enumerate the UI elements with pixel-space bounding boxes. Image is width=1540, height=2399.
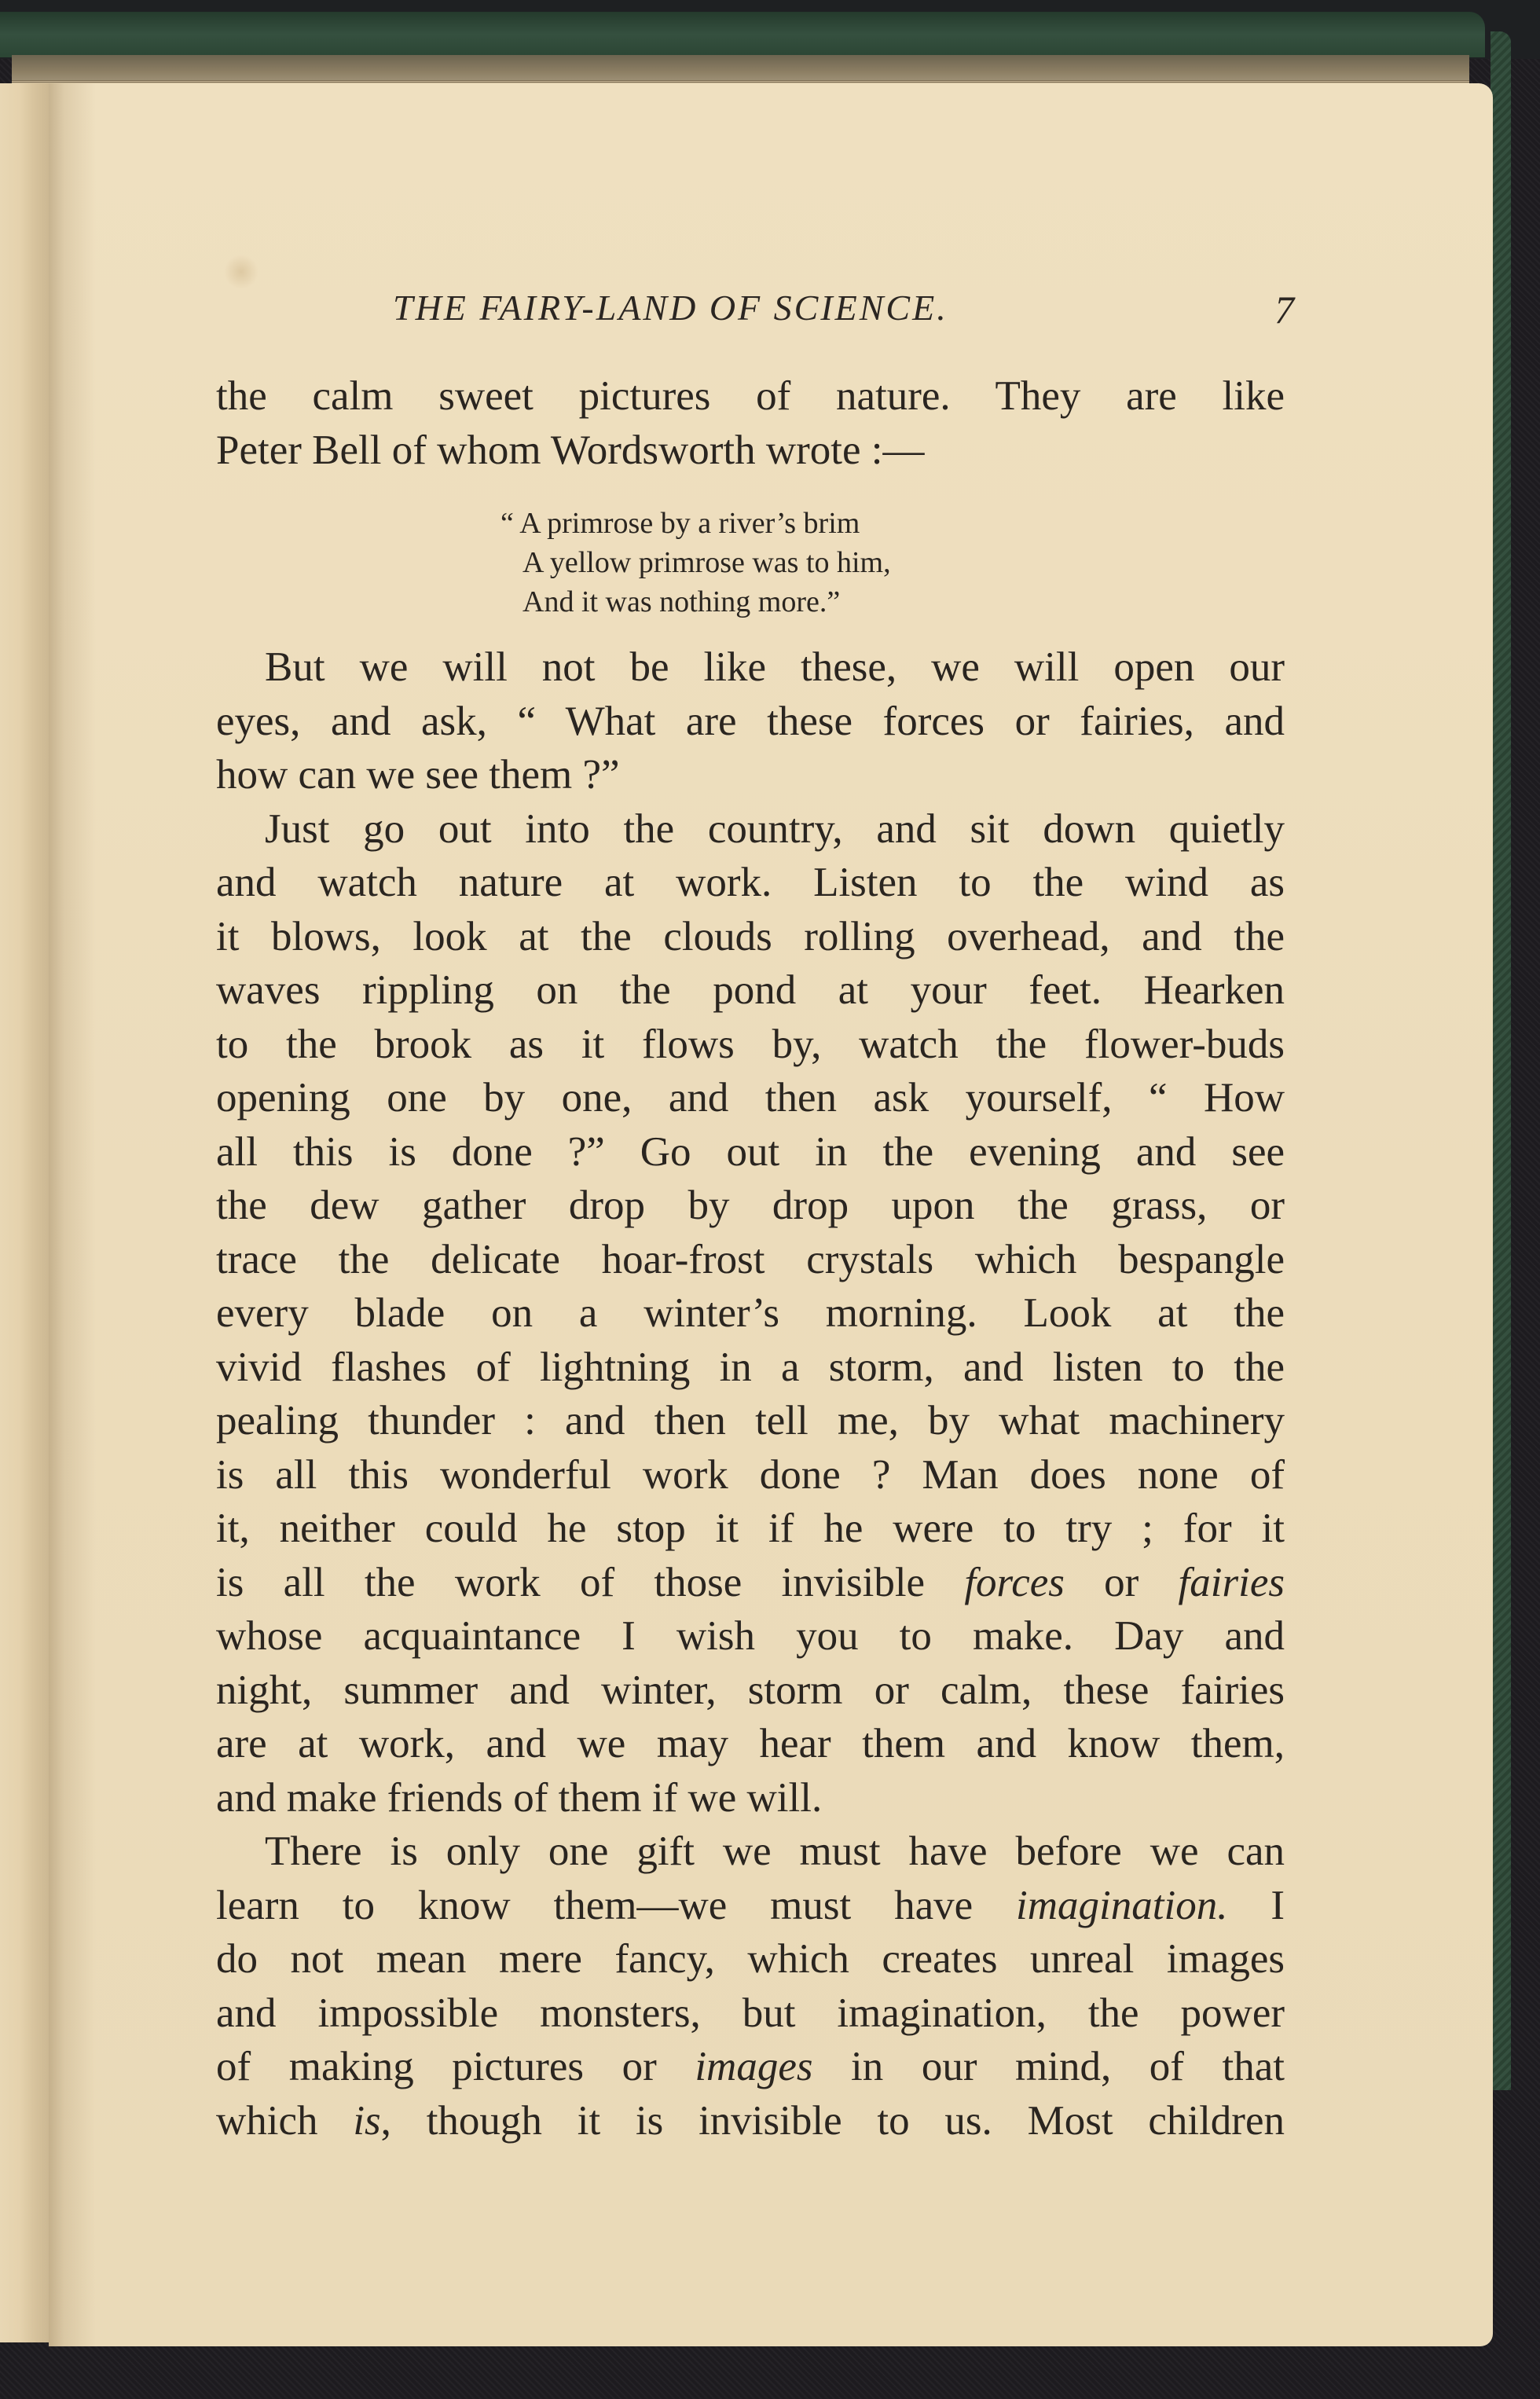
text-run: , though it is invisible to us. Most children: [380, 2097, 1285, 2144]
book-cover-green-edge-top: [0, 12, 1485, 57]
text-line: the calm sweet pictures of nature. They are like: [216, 373, 1285, 419]
poem-line: “ A primrose by a river’s brim: [500, 507, 860, 540]
text-run: in our mind, of that: [812, 2044, 1285, 2089]
text-line: are at work, and we may hear them and know them,: [216, 1721, 1285, 1766]
italic-term: fairies: [1178, 1559, 1285, 1605]
running-head-title: THE FAIRY-LAND OF SCIENCE.: [393, 288, 948, 328]
text-line: it blows, look at the clouds rolling overhead, and the: [216, 913, 1285, 959]
text-line: every blade on a winter’s morning. Look at the: [216, 1290, 1285, 1336]
text-line: to the brook as it flows by, watch the flower-buds: [216, 1021, 1285, 1067]
text-line: vivid flashes of lightning in a storm, and listen to the: [216, 1344, 1285, 1390]
text-line: pealing thunder : and then tell me, by what machinery: [216, 1398, 1285, 1443]
page-number: 7: [1274, 288, 1296, 332]
text-line: [216, 1556, 1285, 1610]
text-line: Just go out into the country, and sit down quietly: [265, 805, 1285, 852]
text-line: it, neither could he stop it if he were to try ; for it: [216, 1506, 1285, 1551]
text-line: night, summer and winter, storm or calm, these fairies: [216, 1667, 1285, 1713]
text-line: and watch nature at work. Listen to the wind as: [216, 860, 1285, 905]
text-line: There is only one gift we must have before we can: [265, 1829, 1285, 1874]
text-line: [216, 2040, 1285, 2094]
text-run: of making pictures or: [216, 2044, 695, 2089]
page-body: [216, 369, 1285, 2148]
text-line: whose acquaintance I wish you to make. Day and: [216, 1613, 1285, 1659]
text-run: or: [1064, 1559, 1179, 1605]
text-line: But we will not be like these, we will open our: [265, 644, 1285, 690]
text-line: trace the delicate hoar-frost crystals which bespangle: [216, 1236, 1285, 1282]
text-line: all this is done ?” Go out in the evening and see: [216, 1128, 1285, 1175]
book-cover-green-edge-right: [1490, 31, 1511, 2090]
page-block-edge: [12, 55, 1469, 83]
text-line: and impossible monsters, but imagination, the power: [216, 1990, 1285, 2036]
text-line: opening one by one, and then ask yourself, “ How: [216, 1075, 1285, 1121]
text-line: is all this wonderful work done ? Man does none of: [216, 1451, 1285, 1498]
text-line: do not mean mere fancy, which creates unreal images: [216, 1936, 1285, 1982]
text-run: which: [216, 2097, 354, 2144]
text-run: learn to know them—we must have: [216, 1882, 1017, 1928]
italic-term: forces: [964, 1559, 1065, 1605]
italic-term: is: [353, 2097, 381, 2144]
text-line: waves rippling on the pond at your feet. Hearken: [216, 967, 1285, 1013]
poem-line: A yellow primrose was to him,: [522, 546, 891, 579]
text-line: [216, 1879, 1285, 1933]
text-line: the dew gather drop by drop upon the grass, or: [216, 1183, 1285, 1228]
text-run: I: [1227, 1882, 1285, 1928]
text-line: eyes, and ask, “ What are these forces or fairies, and: [216, 698, 1285, 744]
italic-term: images: [695, 2044, 813, 2089]
quoted-poem: [500, 504, 1285, 622]
text-line: [216, 2094, 1285, 2148]
text-line: Peter Bell of whom Wordsworth wrote :—: [216, 427, 925, 473]
italic-term: imagination.: [1016, 1882, 1228, 1928]
running-head: [393, 287, 1296, 342]
poem-line: And it was nothing more.”: [522, 585, 841, 618]
text-run: is all the work of those invisible: [216, 1559, 965, 1605]
text-line: how can we see them ?”: [216, 752, 620, 798]
text-line: and make friends of them if we will.: [216, 1774, 823, 1821]
previous-page-edge: [0, 83, 49, 2342]
